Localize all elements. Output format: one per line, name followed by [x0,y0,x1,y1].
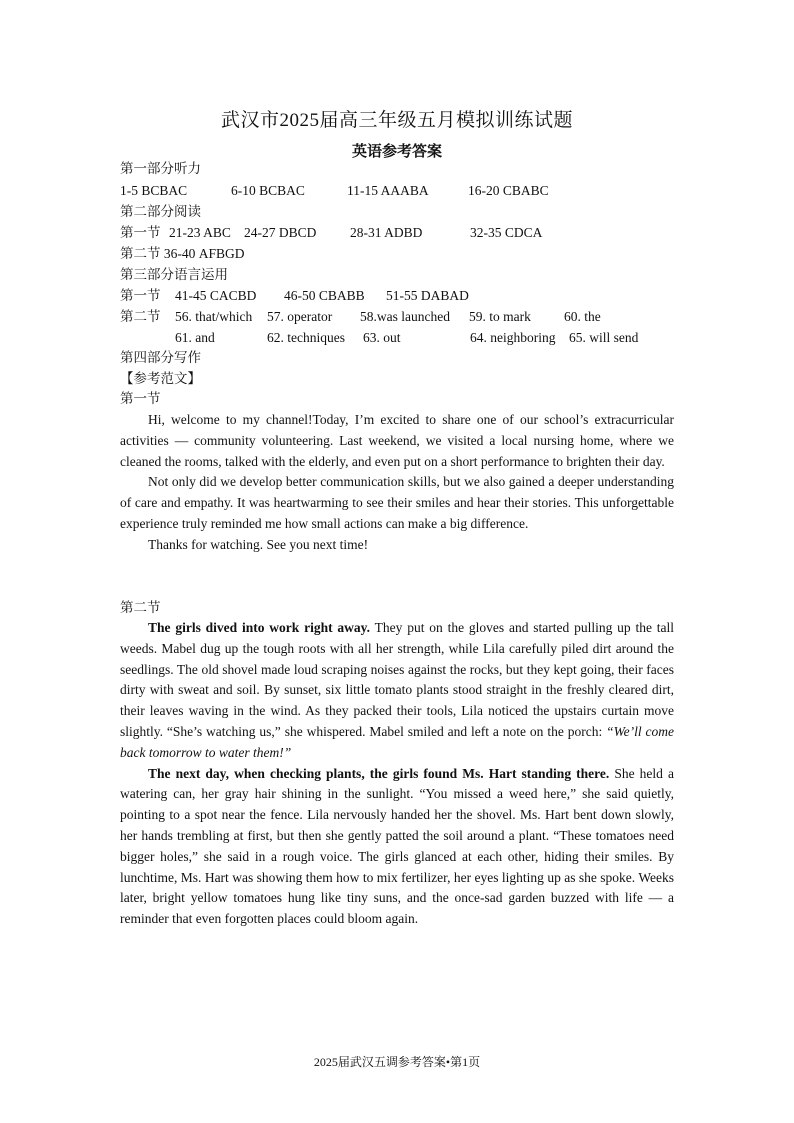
answer-item: 62. techniques [267,330,345,345]
note-quote: “We’ll come back tomorrow to water them!” [120,723,674,760]
page-subtitle: 英语参考答案 [351,144,442,160]
part1-heading: 第一部分听力 [120,161,201,176]
paragraph-lead-sentence: The next day, when checking plants, the girls found Ms. Hart standing there. [148,765,610,781]
answer-group: 46-50 CBABB [284,288,365,303]
answer-group: 32-35 CDCA [470,225,543,240]
section-label: 第一节 [120,288,161,303]
writing-section1-essay [120,410,674,556]
writing-section2-essay [120,618,674,930]
answer-group: 51-55 DABAD [386,288,469,303]
answer-item: 65. will send [569,330,639,345]
answer-group: 11-15 AAABA [347,183,429,198]
part1-answers-row [120,182,680,200]
part2-section2-row: 第二节 36-40 AFBGD [120,246,245,261]
part3-section2-row2 [120,329,680,347]
answer-item: 56. that/which [175,309,253,324]
essay-paragraph: Thanks for watching. See you next time! [148,536,369,552]
writing-section2-label: 第二节 [120,600,161,615]
answer-group: 24-27 DBCD [244,225,317,240]
answer-group: 6-10 BCBAC [231,183,305,198]
part4-heading: 第四部分写作 [120,350,201,365]
part3-heading: 第三部分语言运用 [120,267,228,282]
paragraph-body: They put on the gloves and started pulling up the tall weeds. Mabel dug up the tough roots with all her strength, while Lila carefully piled dirt around the seedlings. The old shovel made loud scraping noises against the rocks, but they kept going, their faces dirty with sweat and soil. By sunset, six little tomato plants stood straight in the freshly cleared dirt, their leaves waving in the wind. As they packed their tools, Lila noticed the upstairs curtain move slightly. “She’s watching us,” she whispered. Mabel smiled and left a note on the porch: [120,620,675,739]
answer-group: 16-20 CBABC [468,183,549,198]
answer-item: 59. to mark [469,309,531,324]
answer-group: 41-45 CACBD [175,288,257,303]
sample-essay-label: 【参考范文】 [120,371,201,386]
part2-section1-row [120,224,680,242]
answer-group: 28-31 ADBD [350,225,423,240]
continuation-paragraph-1 [120,618,674,764]
paragraph-body: She held a watering can, her gray hair shining in the sunlight. “You missed a weed here,” she said quietly, pointing to a spot near the fence. Lila nervously handed her the shovel. Ms. Hart bent down slowly, her hands trembling at first, but then she gently patted the soil around a plant. “These tomatoes need bigger holes,” she said in a rough voice. The girls glanced at each other, hiding their smiles. By lunchtime, Ms. Hart was showing them how to mix fertilizer, her eyes lighting up as she spoke. Weeks later, bright yellow tomatoes hung like tiny suns, and the once-sad garden buzzed with life — a reminder that even forgotten places could bloom again. [120,765,674,927]
answer-item: 58.was launched [360,309,450,324]
answer-item: 63. out [363,330,401,345]
page-footer: 2025届武汉五调参考答案•第1页 [313,1055,481,1069]
essay-paragraph: Not only did we develop better communication skills, but we also gained a deeper understanding of care and empathy. It was heartwarming to see their smiles and hear their stories. This unforgettable experience truly reminded me how small actions can make a big difference. [120,474,674,531]
answer-item: 60. the [564,309,601,324]
essay-paragraph: Hi, welcome to my channel!Today, I’m excited to share one of our school’s extracurricular activities — community volunteering. Last weekend, we visited a local nursing home, where we cleaned the rooms, talked with the elderly, and even put on a short performance to brighten their day. [120,412,674,469]
paragraph-lead-sentence: The girls dived into work right away. [148,620,371,635]
answer-group: 21-23 ABC [169,225,231,240]
answer-group: 1-5 BCBAC [120,183,188,198]
part2-heading: 第二部分阅读 [120,204,201,219]
answer-item: 57. operator [267,309,333,324]
continuation-paragraph-2 [120,764,674,930]
answer-item: 64. neighboring [470,330,556,345]
part3-section2-row1 [120,308,680,326]
part3-section1-row [120,287,680,305]
answer-item: 61. and [175,330,215,345]
writing-section1-label: 第一节 [120,391,161,406]
section-label: 第二节 [120,309,161,324]
section-label: 第一节 [120,225,161,240]
page-title: 武汉市2025届高三年级五月模拟训练试题 [220,110,573,131]
